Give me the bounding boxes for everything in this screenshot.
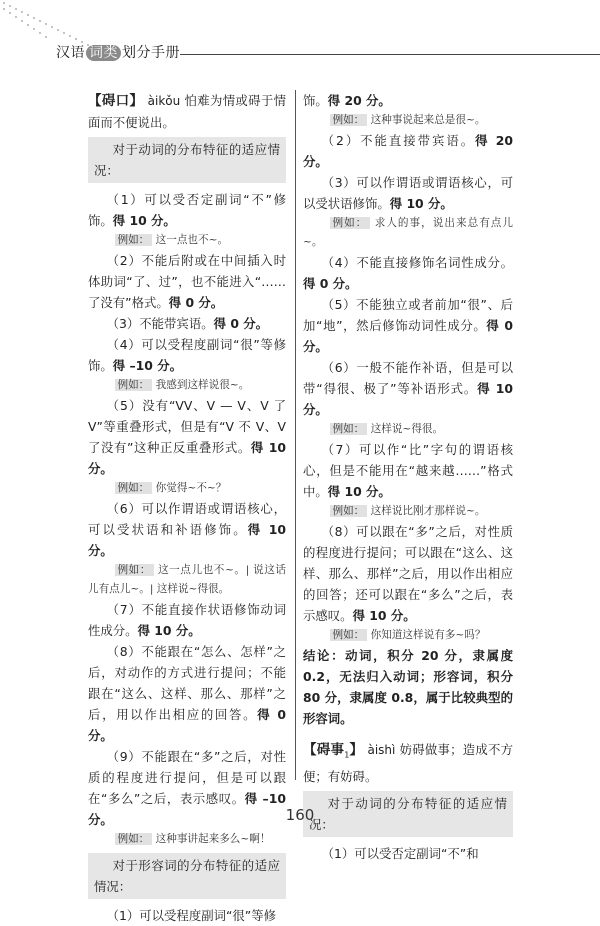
section-box-adjective: 对于形容词的分布特征的适应情况： bbox=[88, 853, 286, 899]
entry-pinyin: àikǒu bbox=[147, 94, 181, 108]
criterion-item: （3）不能带宾语。得 0 分。 bbox=[106, 316, 269, 331]
example-line: 例如： 这种事说起来总是很~。 bbox=[303, 111, 513, 130]
criterion-item: （6）可以作谓语或谓语核心，可以受状语和补语修饰。得 10 分。 bbox=[88, 501, 286, 558]
criterion-item: （7）可以作“比”字句的谓语核心，但是不能用在“越来越……”格式中。得 10 分。 bbox=[303, 442, 513, 499]
criterion-item: （2）不能后附或在中间插入时体助词“了、过”，也不能进入“……了没有”格式。得 0 分。 bbox=[88, 253, 286, 310]
entry-pinyin: àishì bbox=[367, 743, 396, 757]
criterion-item: （1）可以受否定副词“不”修饰。得 10 分。 bbox=[88, 192, 286, 228]
example-line: 例如： 你觉得~不~？ bbox=[88, 479, 286, 498]
header-title: 汉语 词类 划分手册 bbox=[56, 45, 180, 61]
example-label: 例如： bbox=[330, 114, 368, 126]
column-divider bbox=[295, 90, 296, 780]
example-label: 例如： bbox=[330, 217, 371, 229]
example-label: 例如： bbox=[330, 423, 368, 435]
example-line: 例如： 求人的事，说出来总有点儿~。 bbox=[303, 217, 514, 248]
example-label: 例如： bbox=[330, 505, 368, 517]
left-column bbox=[88, 90, 286, 926]
conclusion: 结论：动词，积分 20 分，隶属度 0.2，无法归入动词；形容词，积分 80 分，隶属度 0.8，属于比较典型的形容词。 bbox=[303, 648, 513, 726]
criterion-item: （3）可以作谓语或谓语核心，可以受状语修饰。得 10 分。 bbox=[303, 175, 513, 211]
criterion-item: （1）可以受程度副词“很”等修 bbox=[106, 908, 277, 923]
example-line: 例如： 这一点儿也不~。| 说这话儿有点儿~。| 这样说~得很。 bbox=[88, 564, 287, 595]
criterion-item: （8）不能跟在“怎么、怎样”之后，对动作的方式进行提问；不能跟在“这么、这样、那么、那样”之后，用以作出相应的回答。得 0 分。 bbox=[88, 644, 287, 743]
header-highlight: 词类 bbox=[86, 45, 121, 61]
example-line: 例如： 这一点也不~。 bbox=[88, 231, 286, 250]
entry-aishi bbox=[303, 739, 513, 787]
example-label: 例如： bbox=[115, 833, 153, 845]
section-box-verb: 对于动词的分布特征的适应情况： bbox=[88, 137, 286, 183]
criterion-item: （4）可以受程度副词“很”等修饰。得 –10 分。 bbox=[88, 337, 286, 373]
example-line: 例如： 这种事讲起来多么~啊！ bbox=[88, 830, 286, 849]
criterion-item: （2）不能直接带宾语。得 20 分。 bbox=[303, 133, 513, 169]
entry-definition: 妨碍做事；造成不方便；有妨碍。 bbox=[303, 742, 513, 784]
page-number: 160 bbox=[285, 806, 315, 824]
example-label: 例如： bbox=[115, 234, 153, 246]
criterion-item: （6）一般不能作补语，但是可以带“得很、极了”等补语形式。得 10 分。 bbox=[303, 360, 513, 417]
criterion-item: （5）没有“VV、V — V、V 了 V”等重叠形式，但是有“V 不 V、V 了没有”这种正反重叠形式。得 10 分。 bbox=[88, 398, 286, 476]
criterion-item: （9）不能跟在“多”之后，对性质的程度进行提问，但是可以跟在“多么”之后，表示感叹。得 –10 分。 bbox=[88, 749, 286, 827]
example-line: 例如： 这样说~得很。 bbox=[303, 420, 513, 439]
entry-word: 【碍事$_1$】 bbox=[303, 742, 364, 760]
example-line: 例如： 这样说比刚才那样说~。 bbox=[303, 502, 513, 521]
right-column bbox=[303, 90, 513, 864]
example-label: 例如： bbox=[115, 564, 155, 576]
example-line: 例如： 我感到这样说很~。 bbox=[88, 376, 286, 395]
example-label: 例如： bbox=[115, 482, 153, 494]
criterion-item-continued: 饰。得 20 分。 bbox=[303, 93, 391, 108]
entry-word: 【碍口】 bbox=[88, 93, 144, 109]
criterion-item: （8）可以跟在“多”之后，对性质的程度进行提问；可以跟在“这么、这样、那么、那样”之后，用以作出相应的回答；还可以跟在“多么”之后，表示感叹。得 10 分。 bbox=[303, 524, 513, 623]
example-line: 例如： 你知道这样说有多~吗？ bbox=[303, 626, 513, 645]
example-label: 例如： bbox=[115, 379, 153, 391]
section-box-verb: 对于动词的分布特征的适应情况： bbox=[303, 791, 513, 837]
example-label: 例如： bbox=[330, 629, 368, 641]
criterion-item: （7）不能直接作状语修饰动词性成分。得 10 分。 bbox=[88, 602, 286, 638]
entry-definition: 怕难为情或碍于情面而不便说出。 bbox=[88, 93, 286, 130]
criterion-item: （5）不能独立或者前加“很”、后加“地”，然后修饰动词性成分。得 0 分。 bbox=[303, 297, 513, 354]
entry-aikou bbox=[88, 90, 286, 133]
criterion-item: （4）不能直接修饰名词性成分。得 0 分。 bbox=[303, 255, 513, 291]
criterion-item: （1）可以受否定副词“不”和 bbox=[321, 845, 479, 861]
running-header bbox=[56, 41, 180, 63]
header-rule bbox=[180, 54, 600, 55]
